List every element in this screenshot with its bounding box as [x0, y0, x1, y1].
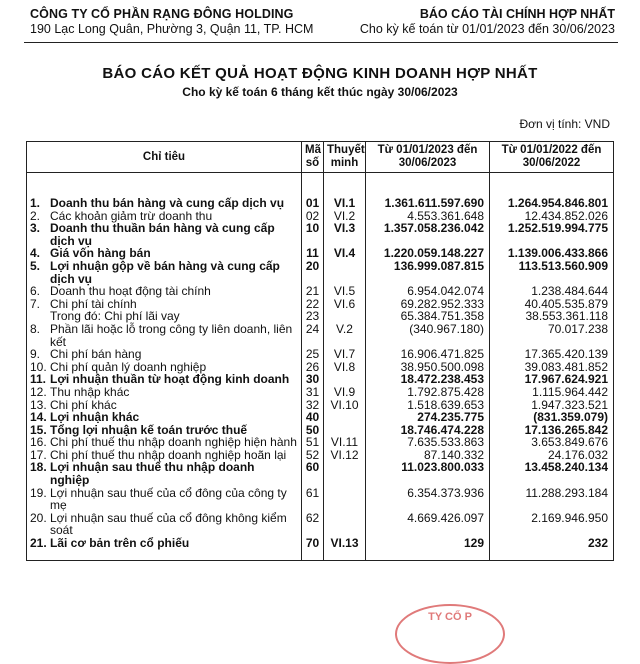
row-number: 5.	[30, 258, 41, 273]
row-note: VI.6	[324, 298, 366, 311]
header-divider	[24, 42, 618, 43]
row-current-value: 6.954.042.074	[366, 285, 490, 298]
row-current-value: 6.354.373.936	[366, 487, 490, 512]
row-indicator	[27, 512, 302, 537]
row-note: VI.7	[324, 348, 366, 361]
col-header-indicator: Chỉ tiêu	[27, 142, 302, 173]
row-number: 2.	[30, 208, 41, 223]
row-note	[324, 512, 366, 537]
row-prior-value: 12.434.852.026	[490, 210, 614, 223]
col-header-code: Mã số	[302, 142, 324, 173]
row-note: VI.2	[324, 210, 366, 223]
row-number: 3.	[30, 221, 41, 236]
row-code: 20	[302, 260, 324, 285]
row-current-value: 1.361.611.597.690	[366, 173, 490, 210]
row-number: 18.	[30, 460, 47, 475]
row-current-value: 1.518.639.653	[366, 399, 490, 412]
row-indicator	[27, 461, 302, 486]
report-type: BÁO CÁO TÀI CHÍNH HỢP NHẤT	[419, 7, 615, 21]
table-row	[27, 411, 614, 424]
row-indicator	[27, 285, 302, 298]
row-label: Doanh thu hoạt động tài chính	[50, 284, 211, 299]
row-indicator	[27, 222, 302, 247]
row-label: Lợi nhuận khác	[50, 410, 140, 425]
row-number: 19.	[30, 485, 47, 500]
row-label: Chi phí quản lý doanh nghiệp	[50, 359, 207, 374]
table-row	[27, 537, 614, 560]
row-note	[324, 461, 366, 486]
table-row	[27, 487, 614, 512]
row-prior-value: 39.083.481.852	[490, 361, 614, 374]
row-code: 40	[302, 411, 324, 424]
row-prior-value: 11.288.293.184	[490, 487, 614, 512]
row-code: 60	[302, 461, 324, 486]
row-prior-value: 1.264.954.846.801	[490, 173, 614, 210]
row-current-value: 65.384.751.358	[366, 310, 490, 323]
row-number: 8.	[30, 321, 41, 336]
row-label: Các khoản giảm trừ doanh thu	[50, 208, 213, 223]
row-current-value: 1.792.875.428	[366, 386, 490, 399]
row-code: 61	[302, 487, 324, 512]
row-current-value: (340.967.180)	[366, 323, 490, 348]
row-prior-value: 1.238.484.644	[490, 285, 614, 298]
row-indicator	[27, 386, 302, 399]
row-note: VI.3	[324, 222, 366, 247]
row-label: Doanh thu thuần bán hàng và cung cấp dịch vụ	[50, 221, 275, 248]
row-label: Chi phí bán hàng	[50, 347, 142, 362]
row-prior-value: 113.513.560.909	[490, 260, 614, 285]
row-prior-value: 1.252.519.994.775	[490, 222, 614, 247]
row-code: 26	[302, 361, 324, 374]
row-current-value: 18.472.238.453	[366, 373, 490, 386]
row-number: 6.	[30, 284, 41, 299]
row-number: 11.	[30, 372, 47, 387]
row-note: VI.9	[324, 386, 366, 399]
row-label: Thu nhập khác	[50, 384, 130, 399]
row-number: 13.	[30, 397, 47, 412]
row-label: Doanh thu bán hàng và cung cấp dịch vụ	[50, 196, 285, 210]
row-label: Phần lãi hoặc lỗ trong công ty liên doanh, liên kết	[50, 321, 293, 349]
row-indicator	[27, 537, 302, 560]
table-row	[27, 436, 614, 449]
row-indicator	[27, 411, 302, 424]
row-label: Lợi nhuận sau thuế của cổ đông không kiểm soát	[50, 510, 287, 538]
row-prior-value: 13.458.240.134	[490, 461, 614, 486]
company-address: 190 Lạc Long Quân, Phường 3, Quận 11, TP. HCM	[30, 22, 314, 36]
row-code: 70	[302, 537, 324, 560]
row-label: Trong đó: Chi phí lãi vay	[50, 309, 180, 324]
currency-unit: Đơn vị tính: VND	[519, 117, 610, 131]
row-note: VI.8	[324, 361, 366, 374]
row-number: 9.	[30, 347, 41, 362]
row-number: 10.	[30, 359, 47, 374]
row-code: 25	[302, 348, 324, 361]
row-current-value: 38.950.500.098	[366, 361, 490, 374]
row-prior-value: 24.176.032	[490, 449, 614, 462]
table-row	[27, 222, 614, 247]
row-code: 02	[302, 210, 324, 223]
row-note: VI.12	[324, 449, 366, 462]
row-current-value: 11.023.800.033	[366, 461, 490, 486]
row-note: VI.10	[324, 399, 366, 412]
col-header-prior: Từ 01/01/2022 đến 30/06/2022	[490, 142, 614, 173]
row-current-value: 7.635.533.863	[366, 436, 490, 449]
row-note: VI.5	[324, 285, 366, 298]
row-indicator	[27, 260, 302, 285]
row-indicator	[27, 436, 302, 449]
report-header	[360, 7, 615, 37]
row-prior-value: 17.365.420.139	[490, 348, 614, 361]
table-row	[27, 285, 614, 298]
row-indicator	[27, 173, 302, 210]
row-label: Chi phí thuế thu nhập doanh nghiệp hoãn lại	[50, 447, 287, 462]
row-prior-value: 1.947.323.521	[490, 399, 614, 412]
row-current-value: 274.235.775	[366, 411, 490, 424]
row-code: 21	[302, 285, 324, 298]
income-statement-table	[26, 141, 614, 561]
row-code: 11	[302, 247, 324, 260]
table-row	[27, 173, 614, 210]
row-prior-value: 1.139.006.433.866	[490, 247, 614, 260]
row-code: 30	[302, 373, 324, 386]
row-code: 52	[302, 449, 324, 462]
col-header-current: Từ 01/01/2023 đến 30/06/2023	[366, 142, 490, 173]
row-label: Giá vốn hàng bán	[50, 246, 151, 261]
row-prior-value: 2.169.946.950	[490, 512, 614, 537]
row-number: 21.	[30, 536, 47, 551]
row-current-value: 1.220.059.148.227	[366, 247, 490, 260]
row-prior-value: 38.553.361.118	[490, 310, 614, 323]
row-label: Lợi nhuận sau thuế thu nhập doanh nghiệp	[50, 460, 255, 488]
row-label: Lợi nhuận gộp về bán hàng và cung cấp dịch vụ	[50, 258, 280, 286]
row-prior-value: 40.405.535.879	[490, 298, 614, 311]
row-number: 12.	[30, 384, 47, 399]
report-period: Cho kỳ kế toán từ 01/01/2023 đến 30/06/2023	[359, 22, 615, 36]
row-indicator	[27, 323, 302, 348]
page-subtitle: Cho kỳ kế toán 6 tháng kết thúc ngày 30/06/2023	[182, 85, 458, 99]
row-current-value: 18.746.474.228	[366, 424, 490, 437]
row-code: 50	[302, 424, 324, 437]
table-row	[27, 461, 614, 486]
row-note	[324, 411, 366, 424]
row-note: VI.11	[324, 436, 366, 449]
row-prior-value: 3.653.849.676	[490, 436, 614, 449]
row-current-value: 129	[366, 537, 490, 560]
row-label: Lợi nhuận sau thuế của cổ đông của công ty mẹ	[50, 485, 287, 513]
row-number: 15.	[30, 422, 47, 437]
row-current-value: 69.282.952.333	[366, 298, 490, 311]
row-label: Chi phí thuế thu nhập doanh nghiệp hiện hành	[50, 435, 297, 450]
row-note: VI.13	[324, 537, 366, 560]
row-number: 4.	[30, 246, 41, 261]
row-number: 16.	[30, 435, 47, 450]
row-current-value: 4.669.426.097	[366, 512, 490, 537]
row-current-value: 1.357.058.236.042	[366, 222, 490, 247]
row-label: Tổng lợi nhuận kế toán trước thuế	[50, 422, 248, 437]
row-number: 14.	[30, 410, 47, 425]
row-prior-value: 17.136.265.842	[490, 424, 614, 437]
table-row	[27, 323, 614, 348]
row-current-value: 87.140.332	[366, 449, 490, 462]
row-number: 17.	[30, 447, 47, 462]
row-note	[324, 260, 366, 285]
col-header-note: Thuyết minh	[324, 142, 366, 173]
row-number: 20.	[30, 510, 47, 525]
table-row	[27, 348, 614, 361]
row-note: V.2	[324, 323, 366, 348]
row-code: 32	[302, 399, 324, 412]
row-indicator	[27, 348, 302, 361]
page-title: BÁO CÁO KẾT QUẢ HOẠT ĐỘNG KINH DOANH HỢP NHẤT	[102, 65, 538, 82]
row-code: 31	[302, 386, 324, 399]
row-prior-value: 232	[490, 537, 614, 560]
table-row	[27, 512, 614, 537]
row-code: 24	[302, 323, 324, 348]
row-prior-value: 1.115.964.442	[490, 386, 614, 399]
company-name: CÔNG TY CỔ PHẦN RẠNG ĐÔNG HOLDING	[30, 7, 294, 21]
row-prior-value: (831.359.079)	[490, 411, 614, 424]
company-header	[30, 7, 313, 37]
row-code: 51	[302, 436, 324, 449]
row-number: 1.	[30, 196, 41, 210]
row-current-value: 16.906.471.825	[366, 348, 490, 361]
row-code: 10	[302, 222, 324, 247]
row-label: Lợi nhuận thuần từ hoạt động kinh doanh	[50, 372, 290, 387]
row-current-value: 4.553.361.648	[366, 210, 490, 223]
row-code: 62	[302, 512, 324, 537]
table-row	[27, 386, 614, 399]
company-seal: TY CỔ P	[395, 604, 505, 664]
row-label: Chi phí tài chính	[50, 296, 137, 311]
row-prior-value: 70.017.238	[490, 323, 614, 348]
row-number: 7.	[30, 296, 41, 311]
row-code: 22	[302, 298, 324, 311]
row-note	[324, 487, 366, 512]
row-current-value: 136.999.087.815	[366, 260, 490, 285]
row-label: Lãi cơ bản trên cổ phiếu	[50, 536, 190, 551]
table-row	[27, 260, 614, 285]
row-prior-value: 17.967.624.921	[490, 373, 614, 386]
row-note: VI.4	[324, 247, 366, 260]
row-code: 23	[302, 310, 324, 323]
row-indicator	[27, 487, 302, 512]
row-label: Chi phí khác	[50, 397, 117, 412]
row-note: VI.1	[324, 173, 366, 210]
table-header-row	[27, 142, 614, 173]
row-code: 01	[302, 173, 324, 210]
